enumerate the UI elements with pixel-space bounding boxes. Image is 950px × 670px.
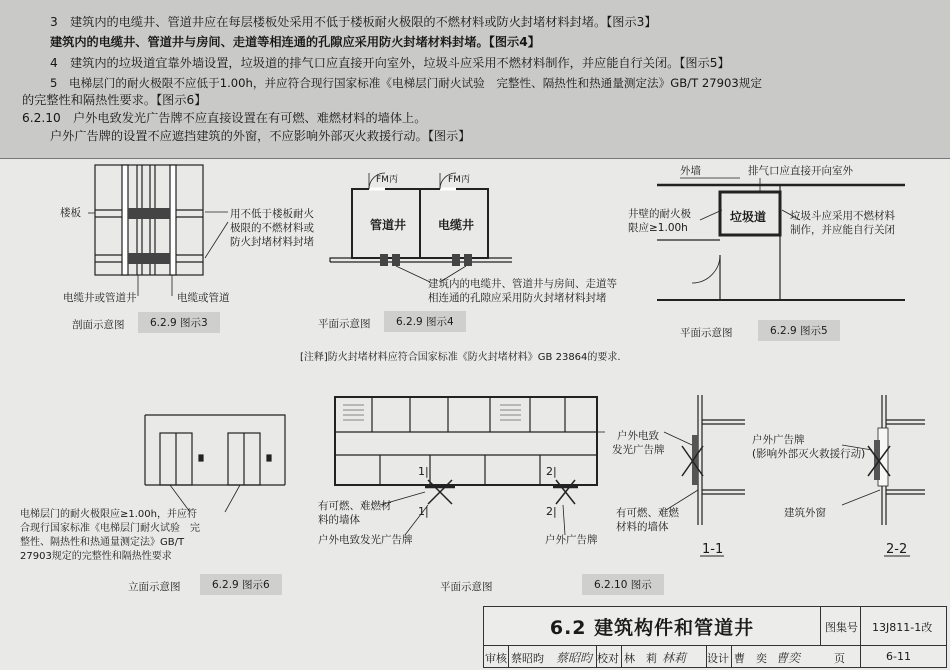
fig10-ad-label: 户外广告牌	[545, 534, 598, 546]
clause-line: 的完整性和隔热性要求。【图示6】	[22, 93, 207, 107]
checker-signature: 林莉	[662, 651, 687, 665]
fig6-elevation-drawing	[145, 415, 285, 512]
fig6-note: 合现行国家标准《电梯层门耐火试验 完	[20, 523, 200, 534]
design-label: 设计	[707, 652, 729, 665]
fig10-plan-drawing	[335, 397, 605, 535]
section-mark: 1|	[418, 505, 429, 518]
fig3-caption: 剖面示意图	[72, 319, 125, 331]
fig3-tag: 6.2.9 图示3	[138, 312, 220, 333]
fig3-note: 防火封堵材料封堵	[230, 236, 314, 248]
reviewer-signature: 蔡昭昀	[556, 651, 593, 665]
clause-line: 3 建筑内的电缆井、管道井应在每层楼板处采用不低于楼板耐火极限的不燃材料或防火封堵材料封堵。【图示3】	[50, 15, 657, 29]
review-label: 审核	[485, 652, 507, 665]
fig4-plan-drawing	[330, 173, 512, 282]
fig5-wall-label: 外墙	[680, 165, 701, 177]
fig6-tag: 6.2.9 图示6	[200, 574, 282, 595]
sec11-label: 户外电致	[617, 430, 659, 442]
fig5-fire-rating: 井壁的耐火极	[628, 208, 691, 220]
sec11-label: 材料的墙体	[616, 521, 669, 533]
fig4-room-label: 管道井	[370, 218, 407, 232]
reviewer-name: 蔡昭昀	[511, 652, 544, 665]
fig4-door-label: FM丙	[376, 175, 398, 185]
fig10-sign-label: 户外电致发光广告牌	[318, 534, 413, 546]
check-label: 校对	[597, 652, 619, 665]
page-label: 页	[834, 652, 845, 665]
fig3-floor-label: 楼板	[60, 207, 81, 219]
fig5-note: 垃圾斗应采用不燃材料	[790, 210, 895, 222]
clause-line: 6.2.10 户外电致发光广告牌不应直接设置在有可燃、难燃材料的墙体上。	[22, 111, 427, 125]
fig5-caption: 平面示意图	[680, 327, 733, 339]
fig3-note: 用不低于楼板耐火	[230, 208, 314, 220]
fig5-room-label: 垃圾道	[730, 210, 767, 224]
sec11-label: 有可燃、难燃	[616, 507, 679, 519]
fig3-section-drawing	[88, 165, 228, 296]
fig6-note: 电梯层门的耐火极限应≥1.00h，并应符	[20, 509, 197, 520]
footnote: [注释]防火封堵材料应符合国家标准《防火封堵材料》GB 23864的要求.	[300, 352, 621, 363]
atlas-number: 13J811-1改	[872, 621, 933, 634]
fig3-left-label: 电缆井或管道井	[63, 292, 137, 304]
fig4-tag: 6.2.9 图示4	[384, 311, 466, 332]
page-number: 6-11	[886, 650, 911, 663]
section-mark: 2|	[546, 505, 557, 518]
fig4-note: 相连通的孔隙应采用防火封堵材料封堵	[428, 292, 607, 304]
clause-line: 4 建筑内的垃圾道宜靠外墙设置，垃圾道的排气口应直接开向室外，垃圾斗应采用不燃材料制作，并应能自行关闭。【图示5】	[50, 56, 730, 70]
fig4-door-label: FM丙	[448, 175, 470, 185]
sec22-label: 户外广告牌	[752, 434, 805, 446]
fig4-note: 建筑内的电缆井、管道井与房间、走道等	[428, 278, 617, 290]
section-mark: 2|	[546, 465, 557, 478]
designer-name: 曹 奕	[734, 652, 767, 665]
section-1-1-title: 1-1	[702, 542, 724, 557]
sec22-label: 建筑外窗	[784, 507, 826, 519]
fig6-caption: 立面示意图	[128, 581, 181, 593]
fig10-tag: 6.2.10 图示	[582, 574, 664, 595]
clause-line: 户外广告牌的设置不应遮挡建筑的外窗，不应影响外部灭火救援行动。【图示】	[50, 129, 471, 143]
fig5-vent-label: 排气口应直接开向室外	[748, 165, 853, 177]
sheet-title: 6.2 建筑构件和管道井	[484, 607, 821, 646]
fig3-note: 极限的不燃材料或	[230, 222, 314, 234]
fig6-note: 27903规定的完整性和隔热性要求	[20, 551, 172, 562]
fig5-tag: 6.2.9 图示5	[758, 320, 840, 341]
clause-line: 5 电梯层门的耐火极限不应低于1.00h，并应符合现行国家标准《电梯层门耐火试验 完整性、隔热性和热通量测定法》GB/T 27903规定	[50, 76, 762, 90]
section-2-2-title: 2-2	[886, 542, 908, 557]
clause-line: 建筑内的电缆井、管道井与房间、走道等相连通的孔隙应采用防火封堵材料封堵。【图示4】	[50, 35, 540, 49]
fig6-note: 整性、隔热性和热通量测定法》GB/T	[20, 537, 185, 548]
fig5-note: 制作，并应能自行关闭	[790, 224, 895, 236]
designer-signature: 曹奕	[776, 651, 801, 665]
sec22-label: (影响外部灭火救援行动)	[752, 448, 866, 460]
fig3-right-label: 电缆或管道	[177, 292, 230, 304]
fig10-caption: 平面示意图	[440, 581, 493, 593]
fig5-fire-rating: 限应≥1.00h	[628, 222, 688, 234]
fig5-plan-drawing	[657, 178, 905, 300]
fig10-wall-label: 料的墙体	[318, 514, 360, 526]
checker-name: 林 莉	[624, 652, 657, 665]
fig4-room-label: 电缆井	[438, 218, 475, 232]
fig4-caption: 平面示意图	[318, 318, 371, 330]
sec11-label: 发光广告牌	[612, 444, 665, 456]
atlas-label: 图集号	[825, 621, 858, 634]
title-block	[483, 606, 947, 668]
fig10-wall-label: 有可燃、难燃材	[318, 500, 392, 512]
section-mark: 1|	[418, 465, 429, 478]
